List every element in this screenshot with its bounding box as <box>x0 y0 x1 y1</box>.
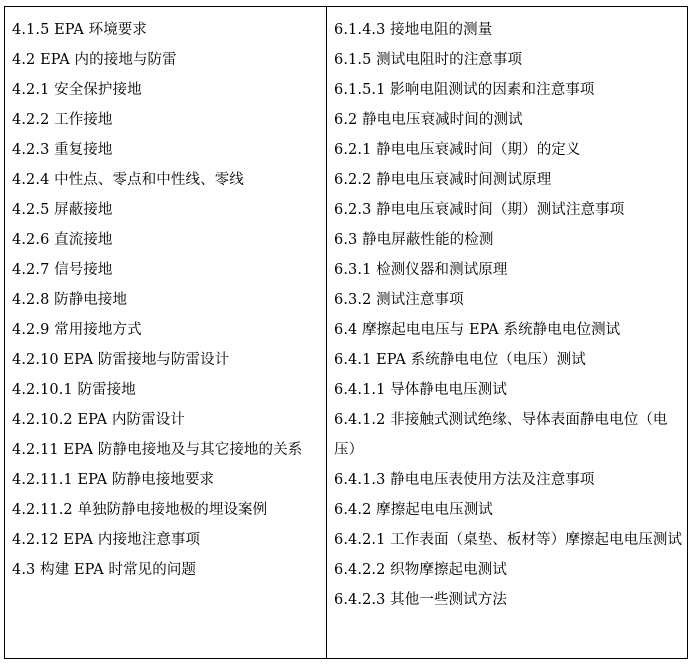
toc-entry: 4.2.10.2 EPA 内防雷设计 <box>12 412 185 428</box>
toc-entry: 4.2.12 EPA 内接地注意事项 <box>12 532 201 548</box>
toc-entry: 4.2.8 防静电接地 <box>12 292 128 308</box>
toc-entry: 6.4.2.3 其他一些测试方法 <box>334 592 507 608</box>
toc-entry: 4.2.11.2 单独防静电接地极的埋设案例 <box>12 502 268 518</box>
toc-entry: 6.4.2.2 织物摩擦起电测试 <box>334 562 507 578</box>
toc-entry: 4.2.11.1 EPA 防静电接地要求 <box>12 472 215 488</box>
toc-entry: 6.2.1 静电电压衰减时间（期）的定义 <box>334 142 581 158</box>
toc-entry: 6.4.1 EPA 系统静电电位（电压）测试 <box>334 352 586 368</box>
toc-entry: 6.2.2 静电电压衰减时间测试原理 <box>334 172 552 188</box>
toc-entry: 4.2.3 重复接地 <box>12 142 113 158</box>
toc-table <box>4 6 688 659</box>
toc-entry: 4.2.6 直流接地 <box>12 232 113 248</box>
toc-entry: 6.3.1 检测仪器和测试原理 <box>334 262 508 278</box>
toc-right-column <box>327 7 687 658</box>
toc-entry: 6.4.1.1 导体静电电压测试 <box>334 382 507 398</box>
toc-entry: 6.2.3 静电电压衰减时间（期）测试注意事项 <box>334 202 625 218</box>
toc-entry: 4.2.9 常用接地方式 <box>12 322 142 338</box>
toc-entry: 4.2.10 EPA 防雷接地与防雷设计 <box>12 352 230 368</box>
toc-entry: 4.2.1 安全保护接地 <box>12 82 142 98</box>
toc-entry: 4.2 EPA 内的接地与防雷 <box>12 52 177 68</box>
toc-entry: 4.2.4 中性点、零点和中性线、零线 <box>12 172 244 188</box>
toc-entry: 6.1.4.3 接地电阻的测量 <box>334 22 493 38</box>
toc-entry: 4.2.11 EPA 防静电接地及与其它接地的关系 <box>12 442 303 458</box>
toc-entry: 4.2.7 信号接地 <box>12 262 113 278</box>
toc-left-column <box>5 7 327 658</box>
toc-entry: 6.1.5 测试电阻时的注意事项 <box>334 52 523 68</box>
toc-entry: 6.4.2.1 工作表面（桌垫、板材等）摩擦起电电压测试 <box>334 532 683 548</box>
toc-entry: 6.1.5.1 影响电阻测试的因素和注意事项 <box>334 82 595 98</box>
toc-entry: 4.2.10.1 防雷接地 <box>12 382 136 398</box>
toc-entry: 6.4.1.3 静电电压表使用方法及注意事项 <box>334 472 595 488</box>
toc-entry: 6.4.1.2 非接触式测试绝缘、导体表面静电电位（电压） <box>334 412 668 458</box>
toc-entry: 6.3.2 测试注意事项 <box>334 292 464 308</box>
toc-entry: 6.3 静电屏蔽性能的检测 <box>334 232 494 248</box>
toc-entry: 4.2.5 屏蔽接地 <box>12 202 113 218</box>
toc-entry: 6.4.2 摩擦起电电压测试 <box>334 502 493 518</box>
toc-entry: 6.4 摩擦起电电压与 EPA 系统静电电位测试 <box>334 322 621 338</box>
toc-entry: 4.3 构建 EPA 时常见的问题 <box>12 562 197 578</box>
toc-entry: 4.2.2 工作接地 <box>12 112 113 128</box>
toc-entry: 4.1.5 EPA 环境要求 <box>12 22 147 38</box>
toc-entry: 6.2 静电电压衰减时间的测试 <box>334 112 523 128</box>
